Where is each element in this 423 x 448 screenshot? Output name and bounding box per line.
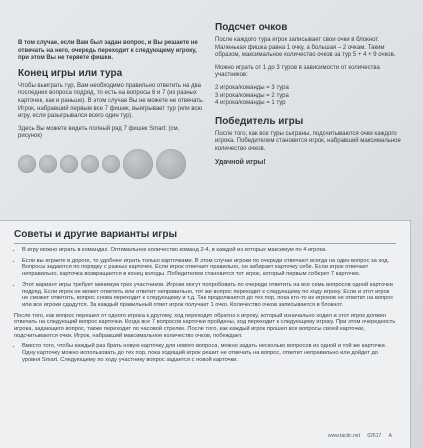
score-title: Подсчет очков	[215, 22, 288, 33]
small-chip-icon	[39, 155, 57, 173]
tips-title: Советы и другие варианты игры	[14, 229, 178, 240]
tips-box	[0, 220, 411, 448]
rounds-item: 2 игрока/команды = 3 тура	[215, 84, 289, 91]
tips-list	[14, 247, 396, 309]
tip-item: • В игру можно играть в командах. Оптимальное количество команд 2-4, в каждой из которых максимум по 4 игрока.	[22, 247, 396, 254]
winner-section	[215, 116, 411, 166]
rounds-item: 3 игрока/команды = 2 тура	[215, 92, 289, 99]
rounds-item: 4 игрока/команды = 1 тур	[215, 100, 286, 107]
tip-item: • Этот вариант игры требует минимум трех участников. Игроки могут попробовать по очереди ответить на все семь вопросов одной карточки подряд. Если игрок не может ответить или ответит неправильно, тот же вопрос переходит к следующему по ходу игроку. Если и этот игрок не сможет ответить, вопрос снова переходит к следующему и т.д. Так продолжается до тех пор, пока кто-то из игроков не ответит на вопрос или все игроки сдадутся. За каждый правильный ответ игрок получает 1 очко. Количество очков записывается в блокнот.	[22, 282, 396, 309]
left-column	[18, 40, 204, 179]
tips-list-last	[14, 343, 396, 363]
tip-item: • Если вы играете в дороге, то удобнее играть только карточками. В этом случае игроки по очереди отвечают всегда на один вопрос за ход. Вопросы задаются по порядку с разных карточек. Если игрок отвечает правильно, он забирает карточку себе. Если игрок отвечает неправильно, карточка возвращается в конец колоды. Победителем становится тот игрок, который первым соберет 7 карточек.	[22, 258, 396, 278]
footer-code: 02617	[367, 433, 382, 439]
tip-item: • Вместо того, чтобы каждый раз брать новую карточку для нового вопроса, можно задать несколько вопросов из одной и той же карточки. Одну карточку можно использовать до тех пор, пока ходящий игрок решит не отвечать на вопрос, ответит неправильно или дойдет до уровня Smart. Следующему по ходу участнику вопрос задается с новой карточки.	[22, 343, 396, 363]
image-caption: Здесь Вы можете видеть полный ряд 7 фишек Smart: (см. рисунок)	[18, 125, 180, 140]
footer-letter: A	[388, 433, 392, 439]
large-chip-icon	[156, 149, 186, 179]
small-chip-icon	[81, 155, 99, 173]
tips-divider	[14, 243, 396, 244]
small-chip-icon	[18, 155, 36, 173]
right-column	[215, 22, 411, 166]
small-chip-icon	[102, 155, 120, 173]
smart-chips-row	[18, 149, 204, 179]
tips-paragraph: После того, как вопрос перешел от одного игрока к другому, ход переходит обратно к игроку, который изначально ходил и этот игрок должен отвечать на следующий вопрос карточки. Когда все 7 вопросов карточки пройдены, ход переходит к следующему игроку. При этом очередность игрока, задающего вопрос, также переходит по часовой стрелке. После того, как каждый игрок прошел все вопросы своей карточки, подсчитываются очки. Игрок, набравший максимальное количество очков, побеждает.	[14, 312, 396, 339]
rounds-list	[215, 85, 411, 108]
score-section	[215, 22, 411, 108]
end-section-text: Чтобы выиграть тур, Вам необходимо правильно ответить на два последних вопроса подряд, то есть на вопросы 6 и 7 (из разных карточек, как и раньше). В этом случае Вы не можете не отвечать. Игрок, набравший первым все 7 фишек, выигрывает тур (или всю игру, если разыгрывался всего один тур).	[18, 82, 204, 120]
footer-url: www.tactic.net	[328, 433, 360, 439]
winner-title: Победитель игры	[215, 115, 304, 127]
page-footer	[322, 433, 392, 439]
good-luck-text: Удачной игры!	[215, 158, 266, 166]
rounds-text: Можно играть от 1 до 3 туров в зависимости от количества участников:	[215, 64, 380, 79]
score-text: После каждого тура игрок записывает свои очки в блокнот. Маленькая фишка равна 1 очку, а большая – 2 очкам. Таким образом, максимальное количество очков за тур 5 + 4 + 9 очков.	[215, 37, 396, 59]
large-chip-icon	[123, 149, 153, 179]
winner-text: После того, как все туры сыграны, подсчитываются очки каждого игрока. Победителем становится игрок, набравший максимальное количество очков.	[215, 130, 401, 152]
intro-text: В том случае, если Вам был задан вопрос, и Вы решаете не отвечать на него, очередь переходит к следующему игроку, при этом Вы не теряете фишки.	[18, 40, 198, 62]
tips-content	[14, 247, 396, 368]
end-section-title: Конец игры или тура	[18, 67, 123, 79]
small-chip-icon	[60, 155, 78, 173]
